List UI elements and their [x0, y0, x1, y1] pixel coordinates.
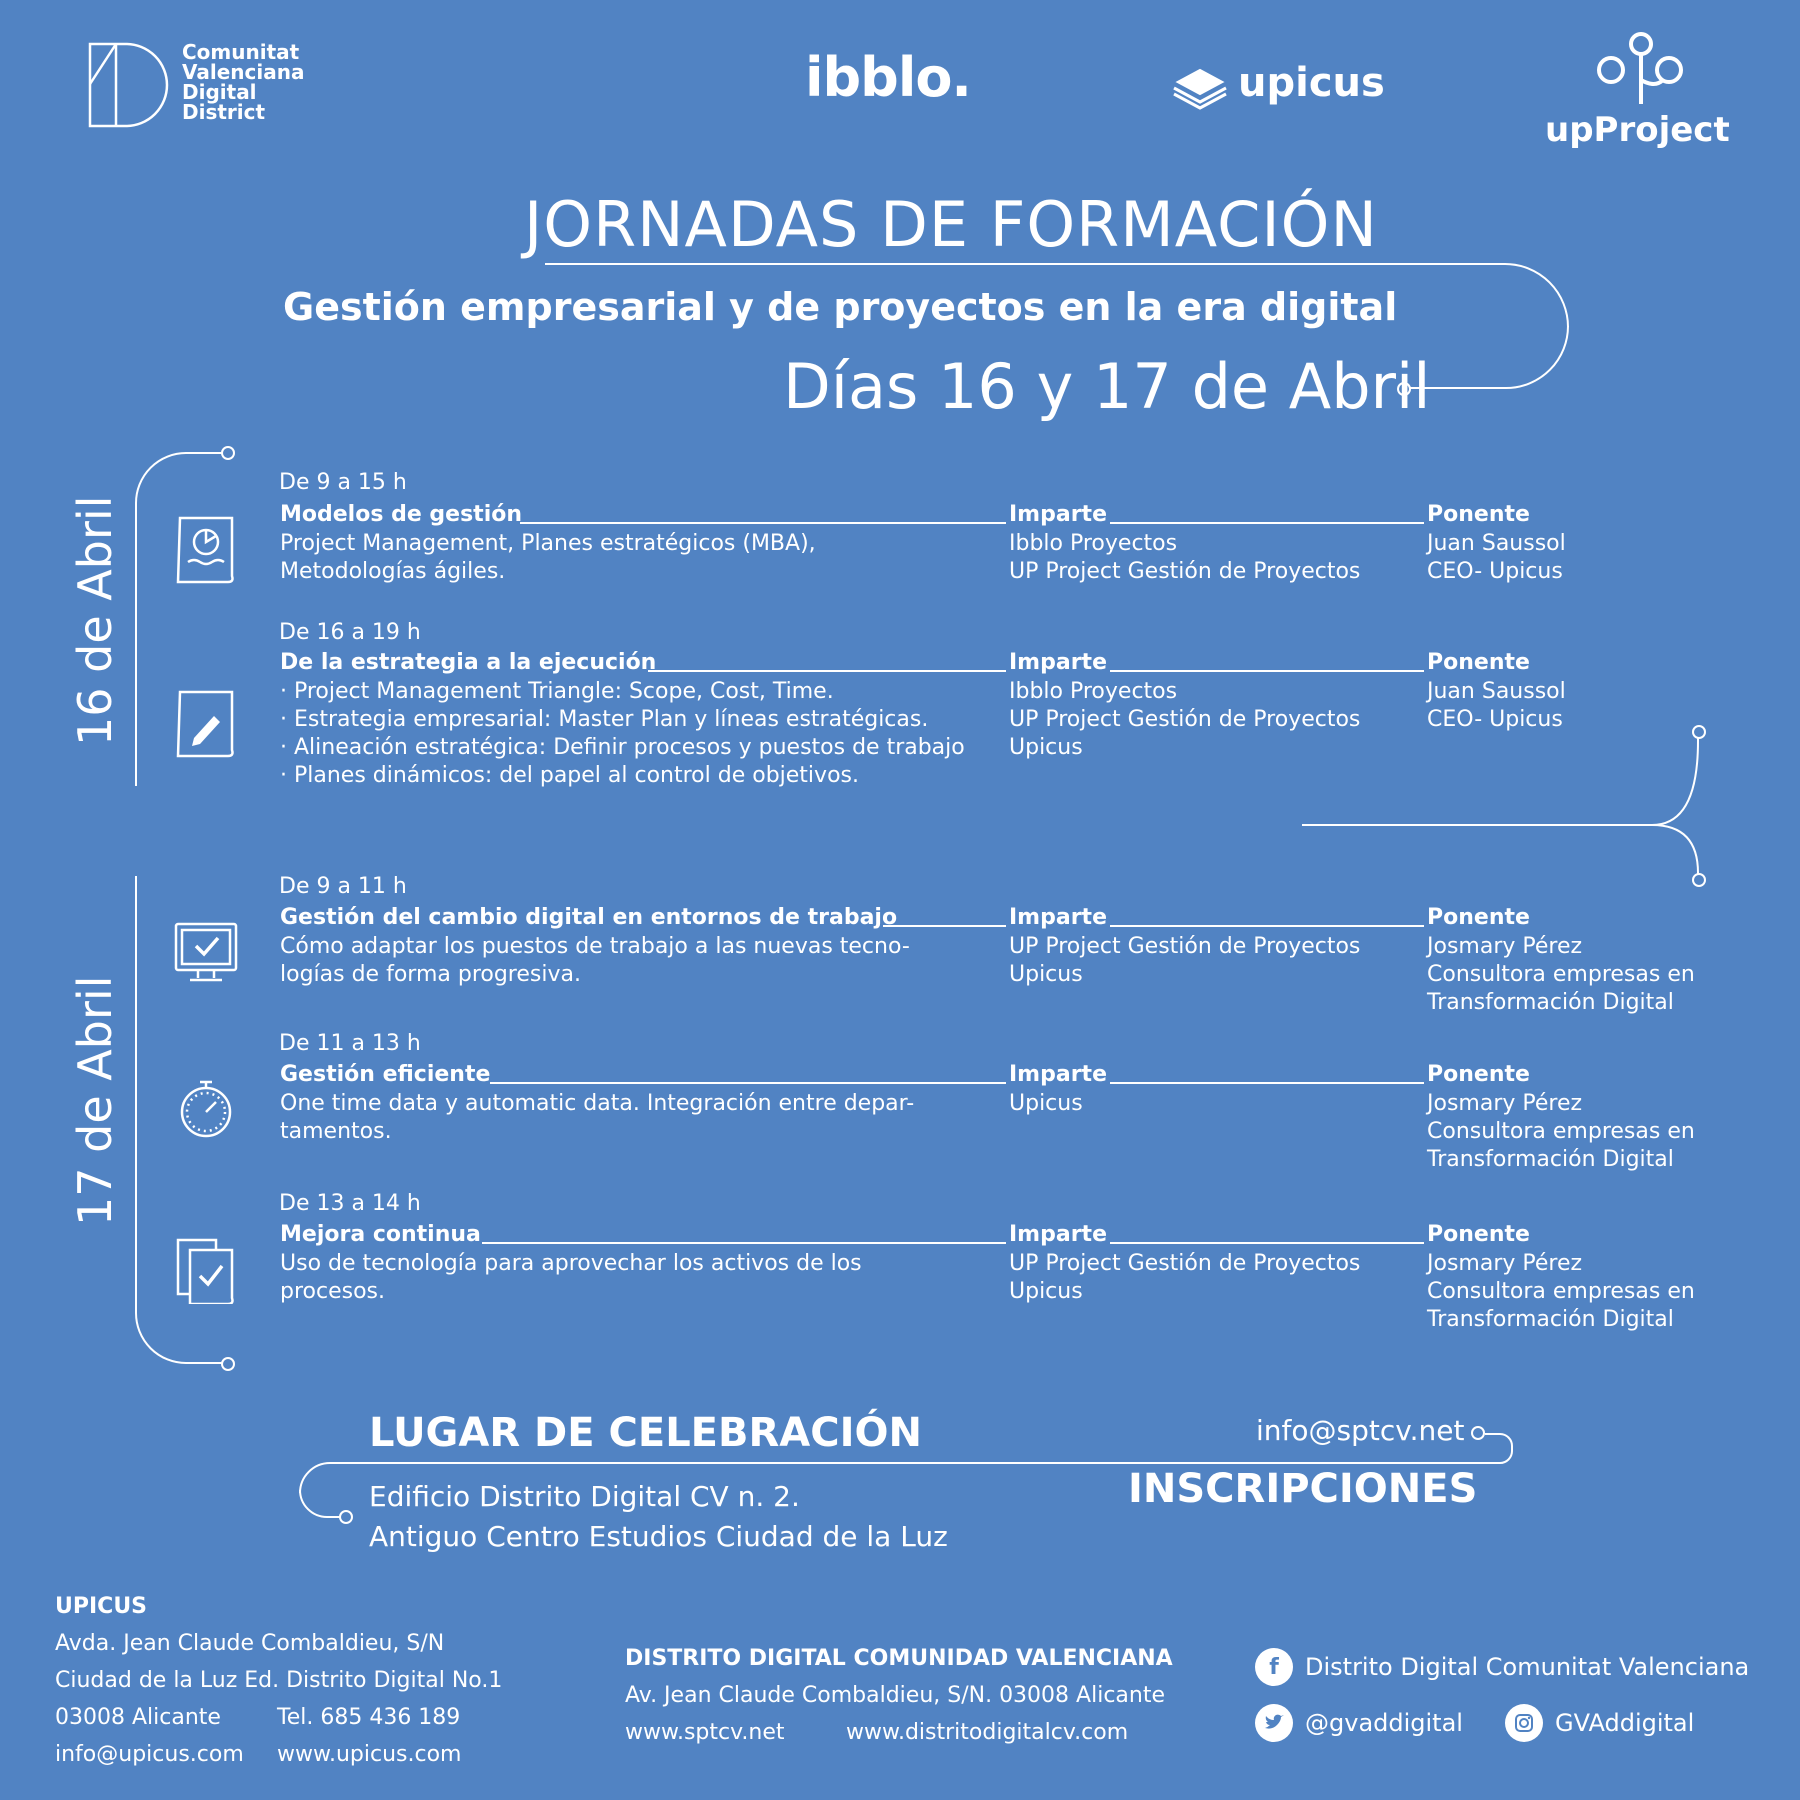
- session-time: De 16 a 19 h: [279, 620, 421, 645]
- session-description: [280, 933, 910, 989]
- imparte-list: [1009, 678, 1360, 762]
- imparte-item: Ibblo Proyectos: [1009, 531, 1178, 556]
- imparte-label: Imparte: [1009, 905, 1107, 930]
- footer-upicus-tel[interactable]: Tel. 685 436 189: [277, 1705, 461, 1730]
- event-dates: Días 16 y 17 de Abril: [783, 350, 1431, 423]
- desc-line: · Alineación estratégica: Definir procesos y puestos de trabajo: [280, 735, 965, 760]
- cvdd-line-1: Comunitat: [182, 40, 300, 64]
- monitor-check-icon: [174, 916, 238, 988]
- upproject-tree-icon: [1595, 30, 1685, 108]
- imparte-item: Upicus: [1009, 1279, 1083, 1304]
- imparte-list: [1009, 1250, 1360, 1306]
- inscripciones-title: INSCRIPCIONES: [1128, 1466, 1478, 1512]
- imparte-item: UP Project Gestión de Proyectos: [1009, 934, 1361, 959]
- day1-label: 16 de Abril: [68, 495, 122, 746]
- imparte-list: [1009, 933, 1360, 989]
- desc-line: procesos.: [280, 1279, 385, 1304]
- ponente-item: CEO- Upicus: [1427, 559, 1563, 584]
- venue-address-line-1: Edificio Distrito Digital CV n. 2.: [369, 1480, 800, 1513]
- session-time: De 9 a 15 h: [279, 470, 407, 495]
- documents-check-icon: [174, 1232, 238, 1304]
- imparte-item: UP Project Gestión de Proyectos: [1009, 559, 1361, 584]
- social-facebook[interactable]: [1255, 1648, 1749, 1686]
- ponente-label: Ponente: [1427, 502, 1530, 527]
- logo-upproject: [1545, 30, 1730, 150]
- footer-upicus-name: UPICUS: [55, 1594, 148, 1619]
- day2-label: 17 de Abril: [68, 975, 122, 1226]
- session-description: [280, 1250, 862, 1306]
- cvdd-logo-icon: [86, 40, 172, 130]
- imparte-label: Imparte: [1009, 650, 1107, 675]
- desc-line: Metodologías ágiles.: [280, 559, 506, 584]
- ponente-label: Ponente: [1427, 1222, 1530, 1247]
- inscripciones-email[interactable]: info@sptcv.net: [1256, 1414, 1465, 1447]
- imparte-item: Ibblo Proyectos: [1009, 679, 1178, 704]
- footer-distrito-name: DISTRITO DIGITAL COMUNIDAD VALENCIANA: [625, 1646, 1173, 1671]
- upproject-text: upProject: [1545, 110, 1730, 150]
- ponente-list: [1427, 1090, 1695, 1174]
- footer-upicus-web[interactable]: www.upicus.com: [277, 1742, 462, 1767]
- footer-upicus-email[interactable]: info@upicus.com: [55, 1742, 244, 1767]
- ponente-list: [1427, 933, 1695, 1017]
- ponente-list: [1427, 1250, 1695, 1334]
- session-description: [280, 1090, 914, 1146]
- ponente-label: Ponente: [1427, 905, 1530, 930]
- desc-line: Project Management, Planes estratégicos (MBA),: [280, 531, 816, 556]
- desc-line: One time data y automatic data. Integración entre depar-: [280, 1091, 915, 1116]
- imparte-item: Upicus: [1009, 735, 1083, 760]
- venue-address-line-2: Antiguo Centro Estudios Ciudad de la Luz: [369, 1520, 948, 1553]
- ponente-label: Ponente: [1427, 1062, 1530, 1087]
- imparte-list: [1009, 1090, 1083, 1118]
- ponente-item: Transformación Digital: [1427, 1147, 1674, 1172]
- ponente-label: Ponente: [1427, 650, 1530, 675]
- page-subtitle: Gestión empresarial y de proyectos en la era digital: [283, 285, 1398, 329]
- footer-distrito-addr: Av. Jean Claude Combaldieu, S/N. 03008 Alicante: [625, 1683, 1165, 1708]
- ponente-item: Consultora empresas en: [1427, 1279, 1695, 1304]
- desc-line: · Estrategia empresarial: Master Plan y líneas estratégicas.: [280, 707, 929, 732]
- desc-line: tamentos.: [280, 1119, 392, 1144]
- cvdd-line-3: Digital: [182, 80, 257, 104]
- social-twitter[interactable]: [1255, 1704, 1463, 1742]
- ponente-item: Transformación Digital: [1427, 990, 1674, 1015]
- imparte-list: [1009, 530, 1360, 586]
- ponente-item: Juan Saussol: [1427, 679, 1566, 704]
- footer-upicus: [55, 1588, 502, 1773]
- facebook-icon: f: [1255, 1648, 1293, 1686]
- twitter-icon: [1255, 1704, 1293, 1742]
- imparte-item: UP Project Gestión de Proyectos: [1009, 707, 1361, 732]
- venue-title: LUGAR DE CELEBRACIÓN: [369, 1410, 922, 1456]
- cvdd-line-4: District: [182, 100, 266, 124]
- upicus-book-icon: [1170, 60, 1230, 120]
- logo-cvdd: [86, 40, 326, 130]
- imparte-label: Imparte: [1009, 1062, 1107, 1087]
- imparte-label: Imparte: [1009, 1222, 1107, 1247]
- desc-line: Cómo adaptar los puestos de trabajo a las nuevas tecno-: [280, 934, 910, 959]
- session-title: Gestión eficiente: [280, 1062, 491, 1087]
- footer-upicus-addr1: Avda. Jean Claude Combaldieu, S/N: [55, 1631, 445, 1656]
- ponente-item: Josmary Pérez: [1427, 1251, 1583, 1276]
- page-title: JORNADAS DE FORMACIÓN: [524, 188, 1378, 261]
- ponente-item: Juan Saussol: [1427, 531, 1566, 556]
- social-twitter-label: @gvaddigital: [1305, 1709, 1463, 1737]
- session-title: De la estrategia a la ejecución: [280, 650, 657, 675]
- ponente-item: Consultora empresas en: [1427, 1119, 1695, 1144]
- stopwatch-icon: [174, 1072, 238, 1144]
- logo-ibblo: ibblo.: [805, 46, 971, 109]
- session-title: Mejora continua: [280, 1222, 481, 1247]
- ponente-list: [1427, 530, 1566, 586]
- desc-line: logías de forma progresiva.: [280, 962, 581, 987]
- session-title: Gestión del cambio digital en entornos de trabajo: [280, 905, 898, 930]
- instagram-icon: [1505, 1704, 1543, 1742]
- social-instagram[interactable]: [1505, 1704, 1694, 1742]
- chart-document-icon: [174, 514, 238, 586]
- session-time: De 9 a 11 h: [279, 874, 407, 899]
- footer-distrito-web1[interactable]: www.sptcv.net: [625, 1720, 785, 1745]
- footer-distrito: [625, 1640, 1173, 1751]
- footer-upicus-city: 03008 Alicante: [55, 1705, 221, 1730]
- ponente-item: Josmary Pérez: [1427, 1091, 1583, 1116]
- desc-line: Uso de tecnología para aprovechar los activos de los: [280, 1251, 862, 1276]
- session-title: Modelos de gestión: [280, 502, 523, 527]
- cvdd-line-2: Valenciana: [182, 60, 305, 84]
- upicus-text: upicus: [1238, 60, 1385, 106]
- imparte-item: Upicus: [1009, 1091, 1083, 1116]
- footer-distrito-web2[interactable]: www.distritodigitalcv.com: [846, 1720, 1129, 1745]
- ponente-item: Josmary Pérez: [1427, 934, 1583, 959]
- ponente-item: Transformación Digital: [1427, 1307, 1674, 1332]
- ponente-item: Consultora empresas en: [1427, 962, 1695, 987]
- edit-document-icon: [174, 688, 238, 760]
- social-instagram-label: GVAddigital: [1555, 1709, 1695, 1737]
- session-description: [280, 530, 816, 586]
- ponente-item: CEO- Upicus: [1427, 707, 1563, 732]
- footer-upicus-addr2: Ciudad de la Luz Ed. Distrito Digital No.1: [55, 1668, 503, 1693]
- imparte-item: Upicus: [1009, 962, 1083, 987]
- logo-upicus: [1170, 58, 1385, 122]
- imparte-item: UP Project Gestión de Proyectos: [1009, 1251, 1361, 1276]
- ponente-list: [1427, 678, 1566, 734]
- desc-line: · Project Management Triangle: Scope, Cost, Time.: [280, 679, 834, 704]
- social-facebook-label: Distrito Digital Comunitat Valenciana: [1305, 1653, 1750, 1681]
- desc-line: · Planes dinámicos: del papel al control de objetivos.: [280, 763, 859, 788]
- imparte-label: Imparte: [1009, 502, 1107, 527]
- session-time: De 11 a 13 h: [279, 1031, 421, 1056]
- session-time: De 13 a 14 h: [279, 1191, 421, 1216]
- session-description: [280, 678, 965, 790]
